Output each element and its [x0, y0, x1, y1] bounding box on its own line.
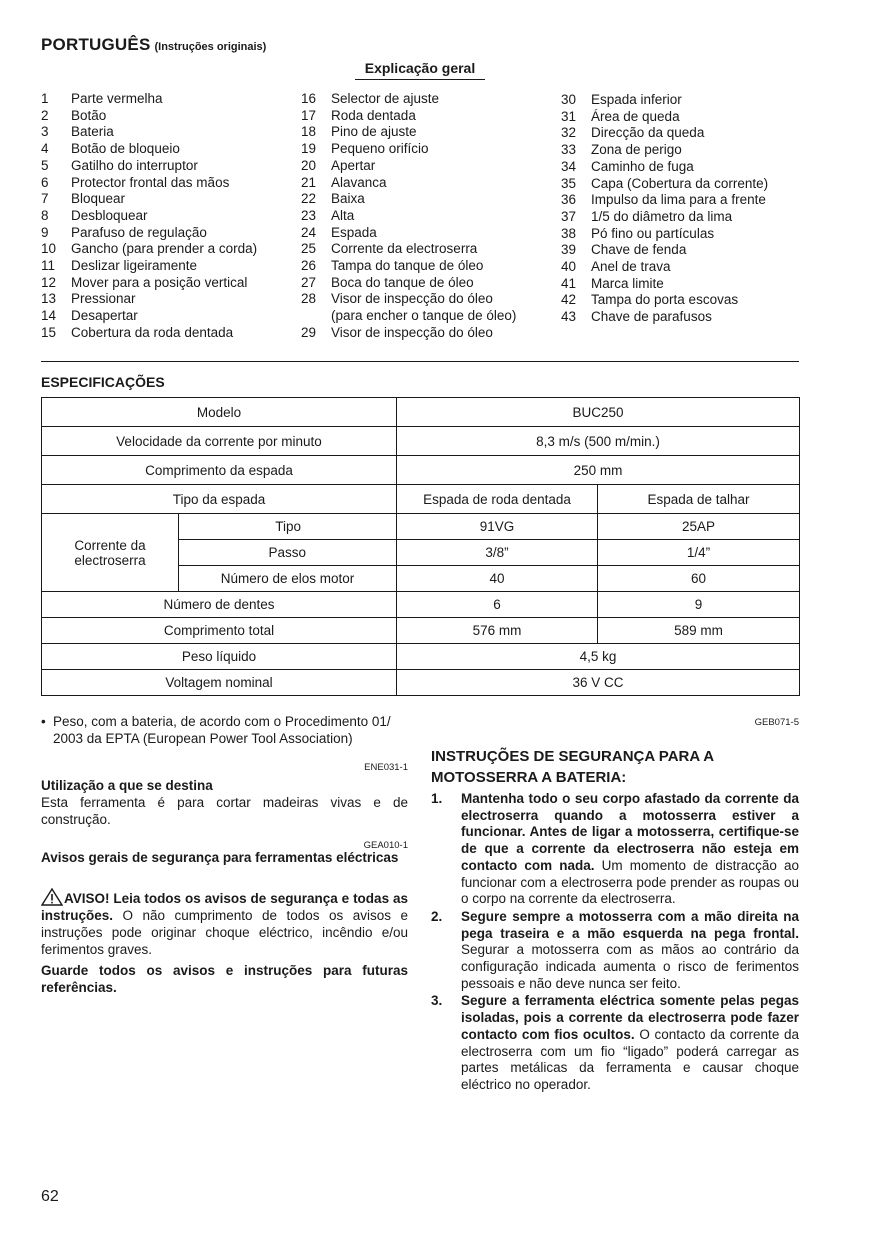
doc-code: ENE031-1: [364, 762, 408, 773]
table-row: Comprimento da espada 250 mm: [42, 456, 800, 485]
warning-icon: [41, 888, 63, 906]
safety-instructions-list: [431, 791, 799, 1095]
list-item: 28 Visor de inspecção do óleo (para encher o tanque de óleo): [301, 291, 517, 324]
intended-use-title: Utilização a que se destina: [41, 778, 213, 793]
list-item: 12 Mover para a posição vertical: [41, 274, 248, 290]
list-item: 22 Baixa: [301, 191, 365, 207]
list-item: 25 Corrente da electroserra: [301, 241, 478, 257]
list-item: 2. Segure sempre a motosserra com a mão direita na pega traseira e a mão esquerda na pega frontal. Segurar a motosserra com as mãos ao contrário da configuração indicada aumenta o risco de ferimentos pessoais e não deve nunca ser feito.: [431, 908, 799, 991]
list-item: 1. Mantenha todo o seu corpo afastado da corrente da electroserra quando a motosserra estiver a funcionar. Antes de ligar a motosserra, certifique-se de que a corrente da electroserra não esteja em contacto com nada. Um momento de distracção ao funcionar com a electroserra pode prender as roupas ou o corpo na corrente da electroserra.: [431, 791, 799, 907]
list-item: 26 Tampa do tanque de óleo: [301, 258, 484, 274]
parts-list-col3: [561, 92, 799, 326]
table-row: Passo 3/8” 1/4”: [42, 540, 800, 566]
list-item: 27 Boca do tanque de óleo: [301, 274, 474, 290]
safety-instructions-title: INSTRUÇÕES DE SEGURANÇA PARA A MOTOSSERRA A BATERIA:: [431, 748, 714, 786]
list-item: 14 Desapertar: [41, 308, 138, 324]
list-item: 10 Gancho (para prender a corda): [41, 241, 258, 257]
list-item: 3. Segure a ferramenta eléctrica somente pelas pegas isoladas, pois a corrente da electroserra pode fazer contacto com fios ocultos. O contacto da corrente da electroserra com um fio “ligado” poderá carregar as partes metálicas da ferramenta e causar choque eléctrico no operador.: [431, 993, 799, 1092]
table-row: Tipo da espada Espada de roda dentada Espada de talhar: [42, 485, 800, 514]
list-item: 13 Pressionar: [41, 291, 136, 307]
list-item: 23 Alta: [301, 207, 355, 223]
list-item: 7 Bloquear: [41, 191, 126, 207]
list-item: 29 Visor de inspecção do óleo: [301, 324, 493, 340]
list-item: 30 Espada inferior: [561, 92, 682, 107]
list-item: 37 1/5 do diâmetro da lima: [561, 208, 733, 224]
intended-use-text: Esta ferramenta é para cortar madeiras vivas e de construção.: [41, 795, 408, 827]
list-item: 1 Parte vermelha: [41, 91, 163, 106]
list-item: 35 Capa (Cobertura da corrente): [561, 175, 769, 191]
list-item: 6 Protector frontal das mãos: [41, 174, 230, 190]
list-item: 31 Área de queda: [561, 108, 680, 124]
table-row: Velocidade da corrente por minuto 8,3 m/s (500 m/min.): [42, 427, 800, 456]
list-item: 32 Direcção da queda: [561, 125, 705, 141]
table-row: Modelo BUC250: [42, 398, 800, 427]
table-row: Número de elos motor 40 60: [42, 566, 800, 592]
list-item: 38 Pó fino ou partículas: [561, 225, 715, 241]
list-item: 18 Pino de ajuste: [301, 124, 417, 140]
list-item: 24 Espada: [301, 224, 377, 240]
section-divider: [41, 361, 799, 362]
table-row: Voltagem nominal 36 V CC: [42, 670, 800, 696]
list-item: 17 Roda dentada: [301, 107, 416, 123]
list-item: 9 Parafuso de regulação: [41, 224, 207, 240]
list-item: 11 Deslizar ligeiramente: [41, 258, 198, 274]
list-item: 3 Bateria: [41, 124, 114, 140]
list-item: 16 Selector de ajuste: [301, 91, 440, 106]
list-item: 43 Chave de parafusos: [561, 309, 712, 325]
list-item: 36 Impulso da lima para a frente: [561, 192, 766, 208]
header-subtitle: (Instruções originais): [154, 41, 267, 53]
table-row: Número de dentes 6 9: [42, 592, 800, 618]
keep-instructions: Guarde todos os avisos e instruções para futuras referências.: [41, 963, 408, 995]
page-header: [41, 35, 266, 55]
list-item: 20 Apertar: [301, 157, 376, 173]
specifications-title: ESPECIFICAÇÕES: [41, 374, 165, 390]
list-item: 34 Caminho de fuga: [561, 158, 694, 174]
warning-paragraph: AVISO! Leia todos os avisos de segurança e todas as instruções. O não cumprimento de todos os avisos e instruções pode originar choque eléctrico, incêndio e/ou ferimentos graves.: [41, 888, 408, 958]
specifications-table: [41, 397, 800, 696]
list-item: 2 Botão: [41, 107, 107, 123]
list-item: 39 Chave de fenda: [561, 242, 687, 258]
doc-code: GEA010-1: [363, 840, 408, 851]
doc-code: GEB071-5: [754, 717, 799, 728]
general-warnings-title: Avisos gerais de segurança para ferramentas eléctricas: [41, 850, 399, 865]
parts-list-col2: [301, 91, 556, 342]
list-item: 8 Desbloquear: [41, 207, 148, 223]
table-row: Comprimento total 576 mm 589 mm: [42, 618, 800, 644]
page-number: 62: [41, 1188, 59, 1205]
language-title: PORTUGUÊS: [41, 35, 151, 54]
list-item: 5 Gatilho do interruptor: [41, 157, 198, 173]
list-item: 21 Alavanca: [301, 174, 387, 190]
table-row: Peso líquido 4,5 kg: [42, 644, 800, 670]
list-item: 41 Marca limite: [561, 275, 664, 291]
list-item: 19 Pequeno orifício: [301, 141, 429, 157]
list-item: 4 Botão de bloqueio: [41, 141, 180, 157]
explanation-title: Explicação geral: [355, 60, 485, 80]
list-item: 40 Anel de trava: [561, 259, 671, 275]
parts-list-col1: [41, 91, 291, 342]
list-item: 42 Tampa do porta escovas: [561, 292, 739, 308]
weight-note: • Peso, com a bateria, de acordo com o Procedimento 01/ 2003 da EPTA (European Power Tool Association): [41, 714, 391, 746]
table-row: Corrente da electroserra Tipo 91VG 25AP: [42, 514, 800, 540]
list-item: 15 Cobertura da roda dentada: [41, 324, 234, 340]
list-item: 33 Zona de perigo: [561, 142, 682, 158]
